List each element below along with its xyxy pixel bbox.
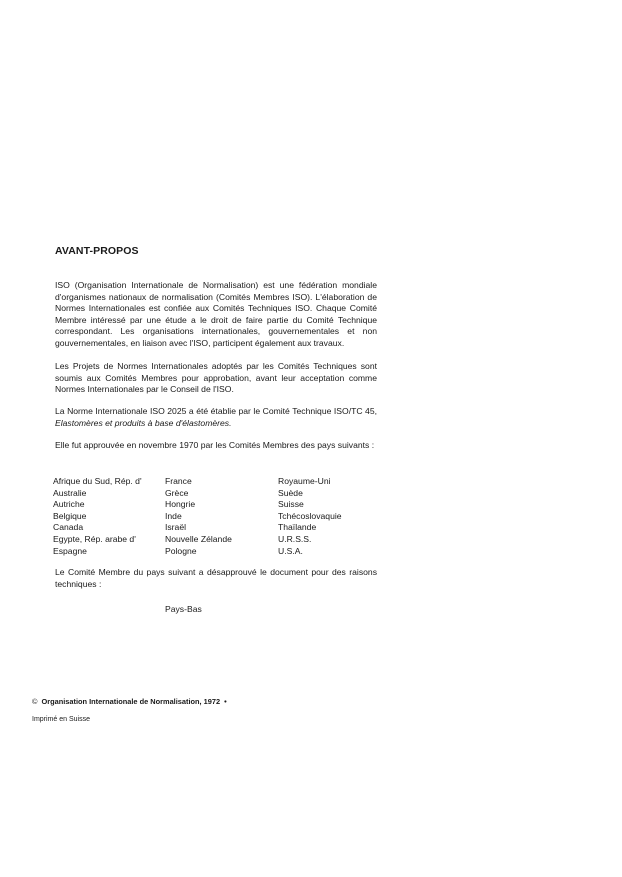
country-item: Australie [53, 487, 87, 498]
paragraph-draft-standards: Les Projets de Normes Internationales adoptés par les Comités Techniques sont soumis aux Comités Membres pour approbation, avant leur acceptation comme Normes Internationales par le Conseil de l'ISO. [55, 361, 377, 394]
standard-origin-text: La Norme Internationale ISO 2025 a été établie par le Comité Technique ISO/TC 45, [55, 406, 377, 416]
country-item: Belgique [53, 510, 87, 521]
country-item: Grèce [165, 487, 189, 498]
country-item: U.R.S.S. [278, 533, 312, 544]
country-item: Nouvelle Zélande [165, 533, 232, 544]
committee-title: Elastomères et produits à base d'élastomères. [55, 417, 232, 428]
copyright-line [32, 697, 227, 706]
country-item: Tchécoslovaquie [278, 510, 342, 521]
country-item: Suède [278, 487, 303, 498]
country-column-3 [278, 476, 342, 557]
country-item: Autriche [53, 499, 85, 510]
country-item: Thaïlande [278, 522, 317, 533]
country-item: Espagne [53, 545, 87, 556]
country-item: Pologne [165, 545, 197, 556]
country-item: Hongrie [165, 499, 196, 510]
paragraph-disapproval: Le Comité Membre du pays suivant a désapprouvé le document pour des raisons techniques : [55, 567, 377, 589]
country-item: France [165, 476, 192, 486]
paragraph-approval: Elle fut approuvée en novembre 1970 par les Comités Membres des pays suivants : [55, 440, 375, 450]
paragraph-iso-intro: ISO (Organisation Internationale de Normalisation) est une fédération mondiale d'organismes nationaux de normalisation (Comités Membres ISO). L'élaboration de Normes Internationales est confiée aux Comités Techniques ISO. Chaque Comité Membre intéressé par une étude a le droit de faire partie du Comité Technique correspondant. Les organisations internationales, gouvernementales et non gouvernementales, en liaison avec l'ISO, participent également aux travaux. [55, 280, 377, 348]
dissenting-country: Pays-Bas [165, 604, 202, 614]
country-item: Inde [165, 510, 182, 521]
copyright-icon: © [32, 697, 38, 706]
paragraph-standard-origin [55, 406, 377, 429]
country-item: U.S.A. [278, 545, 303, 556]
page-title: AVANT-PROPOS [55, 245, 139, 257]
printed-in: Imprimé en Suisse [32, 716, 90, 723]
star-icon: • [224, 697, 227, 706]
copyright-text: Organisation Internationale de Normalisation, 1972 [41, 697, 221, 706]
country-column-2 [165, 476, 232, 557]
country-item: Afrique du Sud, Rép. d' [53, 476, 142, 486]
country-item: Israël [165, 522, 187, 533]
country-column-1 [53, 476, 142, 557]
country-item: Canada [53, 522, 84, 533]
country-item: Egypte, Rép. arabe d' [53, 533, 136, 544]
country-item: Suisse [278, 499, 304, 510]
country-item: Royaume-Uni [278, 476, 331, 486]
